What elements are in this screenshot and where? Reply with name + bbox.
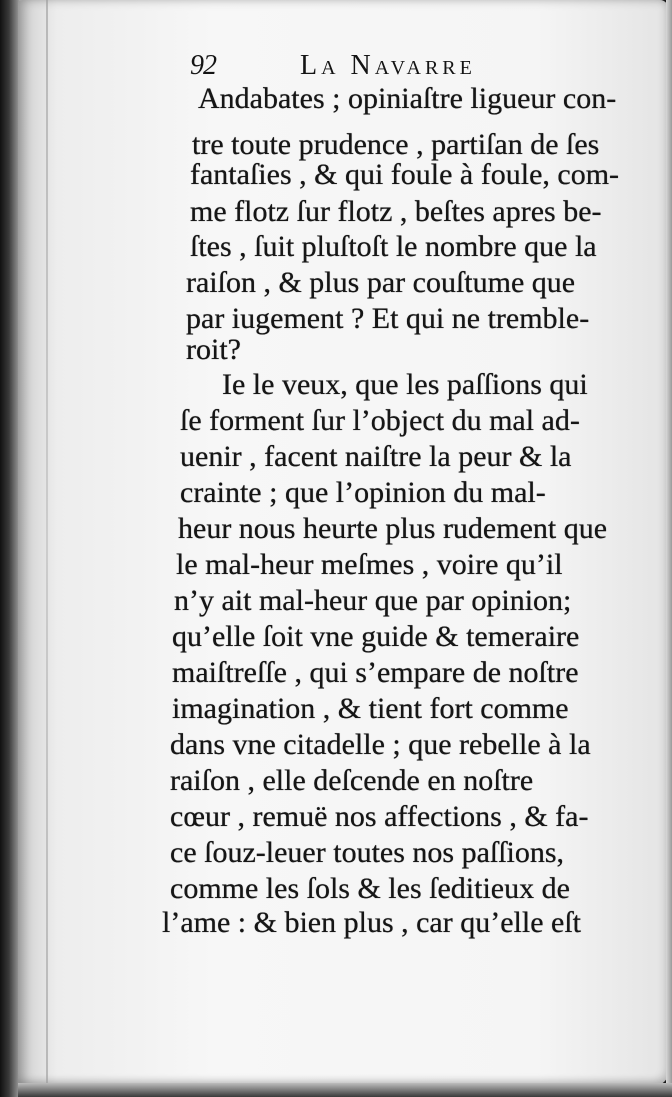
text-line: heur nous heurte plus rudement que bbox=[178, 512, 608, 545]
text-line: fantaſies , & qui foule à foule, com- bbox=[190, 158, 620, 191]
text-line: n’y ait mal-heur que par opinion; bbox=[174, 584, 572, 617]
running-title: La Navarre bbox=[300, 50, 476, 81]
text-line: imagination , & tient fort comme bbox=[172, 692, 569, 725]
page-bottom-edge bbox=[18, 1083, 672, 1097]
text-line: uenir , facent naiſtre la peur & la bbox=[180, 440, 572, 473]
text-line: maiſtreſſe , qui s’empare de noſtre bbox=[172, 656, 579, 689]
page-number: 92 bbox=[190, 50, 216, 81]
text-line: crainte ; que l’opinion du mal- bbox=[180, 476, 546, 509]
text-line: ce ſouz-leuer toutes nos paſſions, bbox=[170, 836, 565, 869]
text-line: dans vne citadelle ; que rebelle à la bbox=[170, 728, 591, 761]
page-right-edge bbox=[666, 0, 672, 1097]
text-line: qu’elle ſoit vne guide & temeraire bbox=[172, 620, 580, 653]
gutter-rule bbox=[46, 0, 48, 1085]
text-line: ſtes , ſuit pluſtoſt le nombre que la bbox=[190, 230, 597, 263]
text-line: Ie le veux, que les paſſions qui bbox=[222, 368, 588, 401]
text-line: me flotz ſur flotz , beſtes apres be- bbox=[190, 195, 602, 228]
text-line: comme les ſols & les ſeditieux de bbox=[170, 872, 570, 905]
text-line: Andabates ; opiniaſtre ligueur con- bbox=[198, 82, 617, 115]
text-line: raiſon , & plus par couſtume que bbox=[186, 266, 576, 299]
text-line: roit? bbox=[186, 333, 241, 366]
text-line: raiſon , elle deſcende en noſtre bbox=[170, 764, 534, 797]
text-line: le mal-heur meſmes , voire qu’il bbox=[176, 548, 563, 581]
text-line: par iugement ? Et qui ne tremble- bbox=[186, 302, 590, 335]
text-line: cœur , remuë nos affections , & fa- bbox=[170, 800, 589, 833]
text-line: ſe forment ſur l’object du mal ad- bbox=[180, 404, 580, 437]
text-line: l’ame : & bien plus , car qu’elle eſt bbox=[162, 906, 582, 939]
text-line: tre toute prudence , partiſan de ſes bbox=[192, 128, 600, 161]
